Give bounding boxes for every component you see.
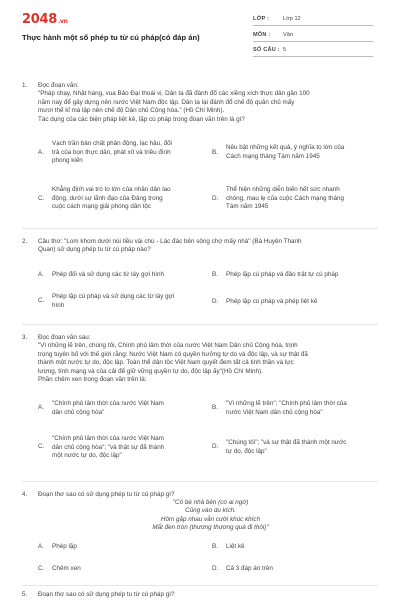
- option-letter: C.: [38, 297, 45, 304]
- option-letter: B.: [212, 543, 218, 550]
- option-letter: C.: [38, 443, 45, 450]
- option-letter: B.: [212, 149, 218, 156]
- question-5: [0, 591, 400, 600]
- option-line: dân chủ cộng hòa"; "và thật sự đã thành: [52, 443, 165, 451]
- option-letter: D.: [212, 443, 219, 450]
- option-line: Phép lặp cú pháp và sử dụng các từ láy gợi: [52, 293, 175, 300]
- question-line: năm nay để gây dựng nên nước Việt Nam độc lập. Dân ta lại đánh đổ chế độ quân chủ mấy: [38, 98, 295, 106]
- subject-value: Văn: [283, 32, 293, 38]
- worksheet-header: [0, 0, 400, 66]
- option-line: tự do, độc lập": [226, 447, 267, 455]
- question-1: [0, 82, 400, 222]
- option-line: Chêm xen: [52, 565, 81, 572]
- logo-domain: .vn: [57, 18, 68, 25]
- question-line: "Vì những lẽ trên, chúng tôi, Chính phủ lâm thời của nước Việt Nam Dân chủ Cộng hòa, trịnh: [38, 342, 298, 350]
- option-text: [52, 271, 202, 280]
- option-line: hình: [52, 301, 65, 309]
- option-line: Tám năm 1945: [226, 203, 269, 211]
- option-text: [226, 543, 376, 552]
- question-text: [38, 82, 383, 124]
- poem-line: "Có bé nhà bên (có ai ngờ): [172, 499, 249, 506]
- option-line: một nước tự do, độc lập": [52, 452, 122, 460]
- option-line: Phép đối và sử dụng các từ láy gợi hình: [52, 271, 164, 278]
- option-line: "Chúng tôi"; "và sự thật đã thành một nước: [226, 439, 347, 446]
- question-line: Đọc đoạn văn:: [38, 82, 79, 89]
- option-line: Vạch trần bản chất phản động, lạc hậu, đối: [52, 140, 173, 147]
- question-separator: [22, 324, 378, 325]
- option-letter: D.: [212, 195, 219, 202]
- question-line: mươi thế kỉ mà lập nên chế độ Dân chủ Cộng hòa." (Hồ Chí Minh).: [38, 107, 225, 115]
- question-text: [38, 591, 383, 599]
- site-logo[interactable]: [22, 12, 68, 27]
- question-line: "Pháp chạy, Nhật hàng, vua Bảo Đại thoái vị. Dân ta đã đánh đổ các xiềng xích thực dân gần 100: [38, 90, 310, 98]
- option-text: [52, 186, 202, 212]
- option-letter: B.: [212, 271, 218, 278]
- question-line: Quan) sử dụng phép tu từ cú pháp nào?: [38, 246, 151, 254]
- option-line: "Vì những lẽ trên"; "Chính phủ lâm thời của: [226, 400, 347, 407]
- question-line: lượng, tính mạng và của cải để giữ vững quyền tự do, độc lập ấy"(Hồ Chí Minh).: [38, 367, 263, 375]
- option-letter: C.: [38, 195, 45, 202]
- subject-label: MÔN :: [253, 32, 271, 38]
- option-line: Khẳng định vai trò to lớn của nhân dân lao: [52, 186, 171, 193]
- question-number: 2.: [22, 238, 28, 245]
- option-text: [52, 293, 202, 310]
- poem-line: Cũng vào du kích.: [185, 507, 236, 515]
- option-letter: B.: [212, 404, 218, 411]
- question-separator: [22, 585, 378, 586]
- option-text: [226, 565, 376, 574]
- option-line: cuộc cách mạng giải phóng dân tộc: [52, 203, 152, 211]
- divider: [253, 56, 373, 57]
- count-label: SỐ CÂU :: [253, 47, 280, 53]
- question-line: Đoạn thơ sau có sử dụng phép tu từ cú pháp gì?: [38, 591, 175, 598]
- option-text: [226, 400, 376, 417]
- question-number: 1.: [22, 82, 28, 89]
- poem-excerpt: [38, 499, 383, 533]
- option-line: Cả 3 đáp án trên: [226, 565, 273, 572]
- option-line: Cách mạng tháng Tám năm 1945: [226, 152, 320, 160]
- option-letter: A.: [38, 404, 44, 411]
- option-letter: D.: [212, 565, 219, 572]
- option-line: Phép lặp cú pháp và phép liệt kê: [226, 298, 318, 305]
- worksheet-title: Thực hành một số phép tu từ cú pháp(có đáp án): [22, 33, 200, 42]
- question-3: [0, 334, 400, 474]
- option-letter: C.: [38, 565, 45, 572]
- option-line: Phép lặp: [52, 543, 77, 550]
- question-line: Đoạn thơ sau có sử dụng phép tu từ cú pháp gì?: [38, 491, 175, 498]
- question-separator: [22, 228, 378, 229]
- poem-line: Hôm gặp nhau vẫn cười khúc khích: [160, 515, 261, 523]
- option-text: [52, 543, 202, 552]
- class-label: LỚP :: [253, 16, 270, 22]
- question-line: thành một nước tự do, độc lập. Toàn thể dân tộc Việt Nam quyết đem tất cả tinh thần và lực: [38, 359, 294, 367]
- option-text: [226, 298, 376, 307]
- option-line: "Chính phủ lâm thời của nước Việt Nam: [52, 435, 164, 442]
- question-line: Tác dụng của các biện pháp liệt kê, lặp cú pháp trong đoạn văn trên là gì?: [38, 115, 245, 123]
- divider: [253, 25, 373, 26]
- logo-text: 2048: [22, 12, 57, 27]
- question-text: [38, 238, 383, 255]
- question-line: Câu thơ: "Lom khom dưới núi tiều vài chú - Lác đác bên sông chợ mấy nhà" (Bà Huyện Thanh: [38, 238, 302, 245]
- option-text: [52, 140, 202, 166]
- option-line: dân chủ cộng hòa": [52, 408, 105, 416]
- option-line: "Chính phủ lâm thời của nước Việt Nam: [52, 400, 164, 407]
- option-line: nước Việt Nam dân chủ cộng hòa": [226, 408, 323, 416]
- question-number: 4.: [22, 491, 28, 498]
- poem-line: Mắt đen tròn (thương thương quá đi thôi)": [152, 524, 269, 532]
- option-line: Nêu bật những kết quả, ý nghĩa to lớn của: [226, 144, 345, 151]
- option-letter: A.: [38, 543, 44, 550]
- count-value: 5: [283, 47, 287, 53]
- option-line: phong kiến: [52, 157, 83, 165]
- question-number: 5.: [22, 591, 28, 598]
- question-number: 3.: [22, 334, 28, 341]
- option-line: Phép lặp cú pháp và đảo trật tự cú pháp: [226, 271, 339, 278]
- question-2: [0, 238, 400, 318]
- option-text: [226, 144, 376, 161]
- option-text: [226, 271, 386, 280]
- question-line: Phần chêm xen trong đoạn văn trên là:: [38, 376, 147, 384]
- option-line: trả của bọn thực dân, phát xít và triều đình: [52, 148, 171, 156]
- question-text: [38, 334, 383, 384]
- option-line: Thể hiện những diễn biến hết sức nhanh: [226, 186, 340, 193]
- option-text: [226, 186, 376, 212]
- option-letter: D.: [212, 298, 219, 305]
- option-line: động, dưới sự lãnh đạo của Đảng trong: [52, 194, 163, 202]
- question-line: trọng tuyên bố với thế giới rằng: Nước Việt Nam có quyền hưởng tự do và độc lập, và sự thật đã: [38, 350, 308, 358]
- option-text: [52, 400, 202, 417]
- question-4: [0, 491, 400, 581]
- option-letter: A.: [38, 271, 44, 278]
- class-value: Lớp 12: [283, 16, 301, 22]
- option-letter: A.: [38, 149, 44, 156]
- option-text: [52, 435, 202, 461]
- divider: [253, 41, 373, 42]
- question-separator: [22, 481, 378, 482]
- option-text: [52, 565, 202, 574]
- option-line: Liệt kê: [226, 543, 245, 550]
- option-line: chóng, mau lẹ của cuộc Cách mạng tháng: [226, 194, 344, 202]
- option-text: [226, 439, 376, 456]
- question-line: Đọc đoạn văn sau:: [38, 334, 91, 341]
